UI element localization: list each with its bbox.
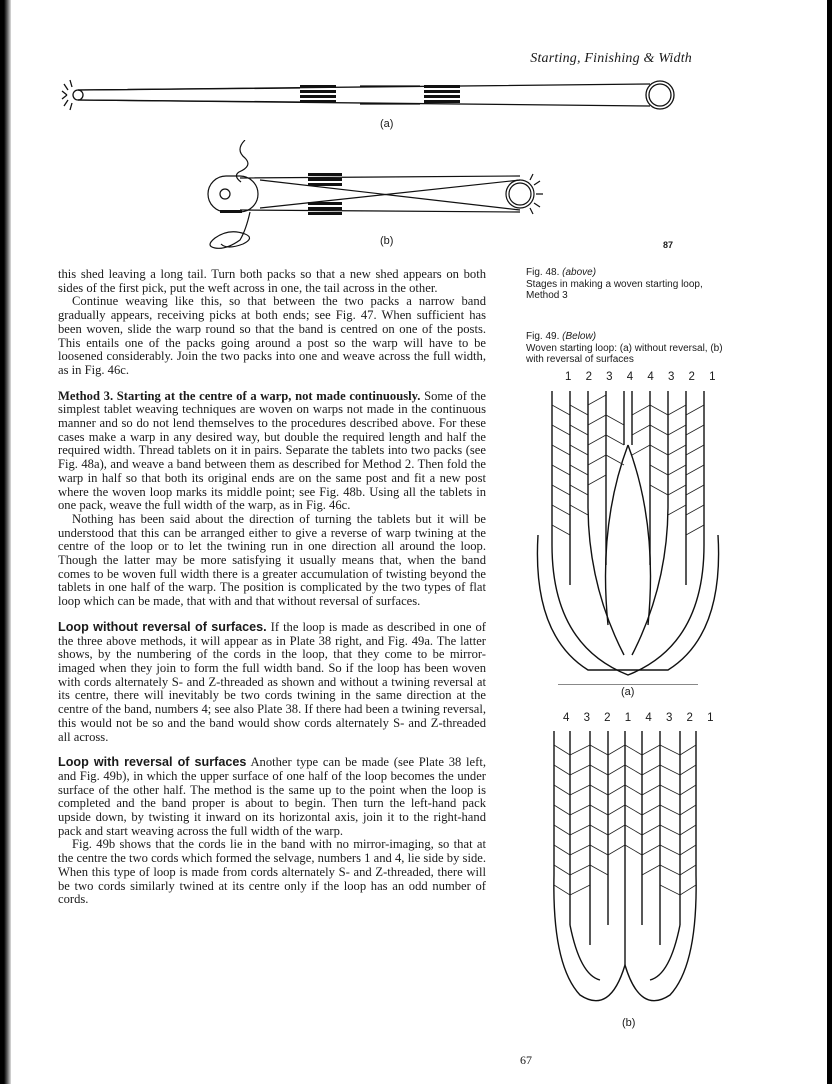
- fig49b-label: (b): [622, 1017, 636, 1029]
- paragraph-4: Nothing has been said about the direction of turning the tablets but it will be understood that this can be arranged either to give a reverse of warp twining at the centre of the loop or to let the twining run in one direction all around the loop. Though the latter may be more satisfying it usually means that, when the band comes to be woven full width there is a greater accumulation of twisting beyond the tablets in one half of the warp. The position is complicated by the two types of flat loop which can be made, that with and that without reversal of surfaces.: [58, 511, 486, 609]
- paragraph-1: this shed leaving a long tail. Turn both packs so that a new shed appears on both sides of the first pick, put the weft across in one, the tail across in the other.: [58, 267, 486, 295]
- fig48-caption-text: Stages in making a woven starting loop, Method 3: [526, 278, 703, 301]
- heading-loop-without-reversal: Loop without reversal of surfaces.: [58, 619, 267, 634]
- fig49-caption-lead: (Below): [562, 331, 597, 342]
- fig49-caption: Fig. 49. (Below) Woven starting loop: (a) without reversal, (b) with reversal of surfaces: [526, 331, 723, 365]
- paragraph-loop-without-reversal: [58, 621, 486, 744]
- paragraph-7: Fig. 49b shows that the cords lie in the band with no mirror-imaging, so that at the centre the two cords which formed the selvage, numbers 1 and 4, lie side by side. When this type of loop is made from cords alternately S- and Z-threaded, there will be two cords similarly twined at its centre only if the loop has an odd number of cords.: [58, 837, 486, 907]
- fig49b-cord-numbers: 4 3 2 1 4 3 2 1: [563, 712, 715, 724]
- scan-edge-left: [0, 0, 11, 1084]
- fig48a-diagram: [60, 72, 690, 122]
- heading-method3: Method 3. Starting at the centre of a warp, not made continuously.: [58, 388, 421, 403]
- fig48b-label: (b): [380, 235, 394, 247]
- paragraph-method3: [58, 390, 486, 513]
- fig49-caption-text: Woven starting loop: (a) without reversal, (b) with reversal of surfaces: [526, 342, 723, 365]
- folio-87: 87: [663, 240, 674, 250]
- fig48a-label: (a): [380, 118, 394, 130]
- paragraph-2: Continue weaving like this, so that between the two packs a narrow band gradually appears, receiving picks at both ends; see Fig. 47. When sufficient has been woven, slide the warp round so that the band is centred on one of the posts. This entails one of the packs going around a post so the warp will have to be loosened considerably. Join the two packs into one and weave across the full width, as in Fig. 46c.: [58, 294, 486, 377]
- fig48-caption-lead: (above): [562, 267, 597, 278]
- fig49b-diagram: [540, 725, 710, 1005]
- scan-edge-right: [827, 0, 832, 1084]
- text-method3: Some of the simplest tablet weaving techniques are woven on warps not made in the continuous manner and so do not lend themselves to the procedures described above. For these cases make a warp in any desired way, but double the required length and half the required width. Thread tablets on it in pairs. Separate the tablets into two packs (see Fig. 48a), and weave a band between them as described for Method 2. Then fold the warp in half so that both its original ends are on the same post and fit a new post where the woven loop marks its middle point; see Fig. 48b. Using all the tablets in one pack, weave the full width of the warp, as in Fig. 46c.: [58, 388, 486, 513]
- text-loop-without-reversal: If the loop is made as described in one of the three above methods, it will appear as in Plate 38 right, and Fig. 49a. The latter shows, by the numbering of the cords in the loop, that they come to be mirror-imaged when they join to form the full width band. So if the loop has been woven with cords alternately S- and Z-threaded as shown and without a twining reversal at its centre, there will inevitably be two cords twining in the same direction at the centre of the band, numbers 4; see also Plate 38. If there had been a twining reversal, this would not be so and the band would show cords alternately S- and Z-threaded all across.: [58, 619, 487, 744]
- fig48-caption: Fig. 48. (above) Stages in making a woven starting loop, Method 3: [526, 267, 703, 301]
- paragraph-loop-with-reversal: [58, 756, 486, 838]
- body-text: [58, 268, 486, 907]
- running-head: Starting, Finishing & Width: [530, 51, 692, 66]
- text-loop-with-reversal: Another type can be made (see Plate 38 left, and Fig. 49b), in which the upper surface of one half of the loop becomes the under surface of the other half. The method is the same up to the point when the loop is completed and the band proper is about to begin. Then turn the left-hand pack upside down, by twisting it inward on its horizontal axis, join it to the right-hand pack and start weaving across the full width of the warp.: [58, 755, 486, 838]
- fig49a-diagram: [528, 385, 728, 685]
- fig49a-cord-numbers: 1 2 3 4 4 3 2 1: [565, 371, 717, 383]
- page-number: 67: [520, 1053, 532, 1067]
- heading-loop-with-reversal: Loop with reversal of surfaces: [58, 755, 247, 770]
- fig49a-label: (a): [621, 686, 635, 698]
